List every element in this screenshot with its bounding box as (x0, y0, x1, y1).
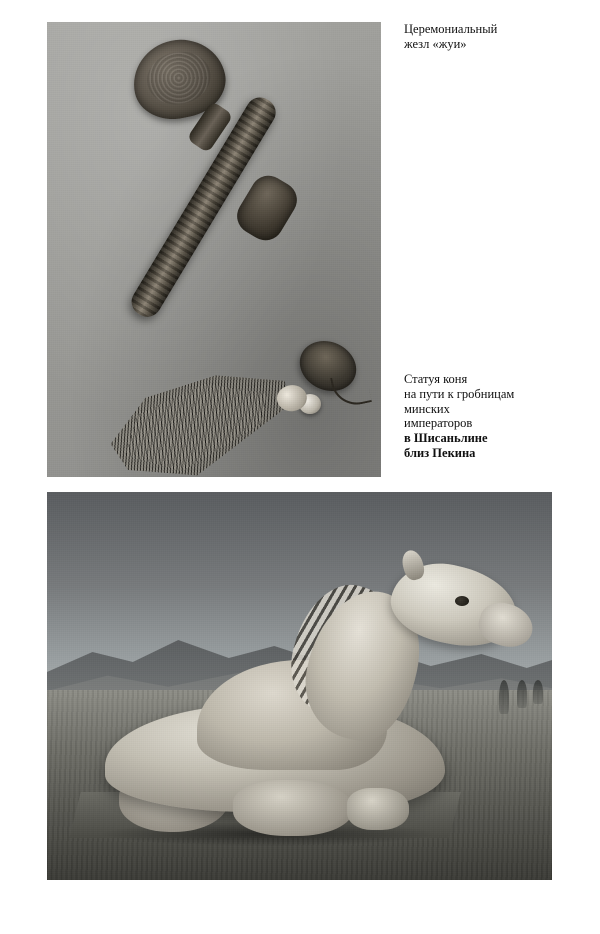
caption-horse-line-1: Статуя коня (404, 372, 468, 386)
photo-grain-overlay (47, 22, 381, 477)
caption-horse-line-6: близ Пекина (404, 445, 476, 460)
caption-horse-line-4: императоров (404, 416, 473, 431)
caption-horse-line-2: на пути к гробницам (404, 386, 515, 401)
caption-ruyi-line-2: жезл «жуи» (404, 36, 467, 51)
photo-grain-overlay-horse (47, 492, 552, 880)
caption-stone-horse (404, 372, 594, 461)
figure-stone-horse (47, 492, 552, 880)
figure-ruyi-sceptre (47, 22, 381, 477)
caption-ruyi-sceptre (404, 22, 584, 52)
caption-ruyi-line-1: Церемониальный (404, 22, 498, 36)
caption-horse-line-3: минских (404, 401, 450, 416)
caption-horse-line-5: в Шисаньлине (404, 431, 488, 445)
